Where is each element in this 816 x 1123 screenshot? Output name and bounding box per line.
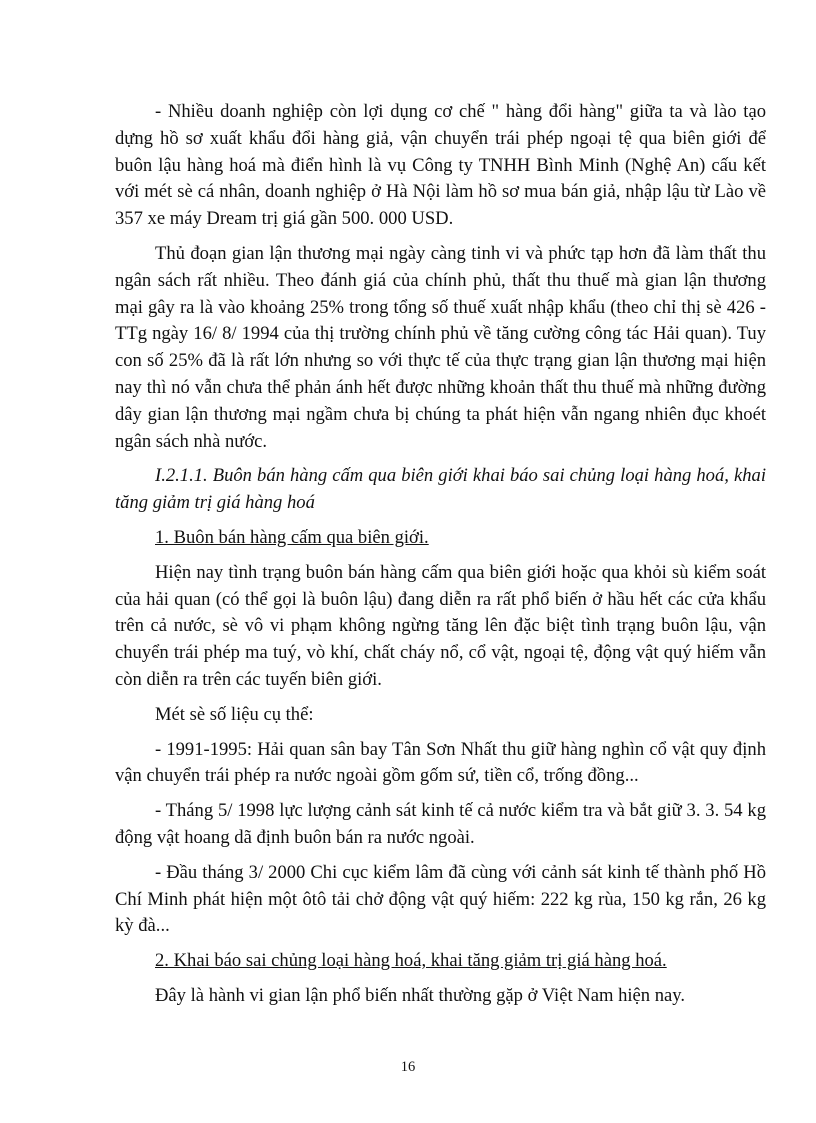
paragraph-1991-1995: - 1991-1995: Hải quan sân bay Tân Sơn Nhất thu giữ hàng nghìn cổ vật quy định vận chuyển trái phép ra nước ngoài gồm gốm sứ, tiền cổ, trống đồng... (115, 738, 766, 787)
page-number: 16 (400, 1059, 416, 1075)
subheading-smuggling-text: 1. Buôn bán hàng cấm qua biên giới. (155, 526, 429, 548)
subheading-false-declaration (115, 948, 766, 975)
subheading-false-declaration-text: 2. Khai báo sai chủng loại hàng hoá, khai tăng giảm trị giá hàng hoá. (155, 950, 667, 972)
page-body (115, 99, 766, 1018)
paragraph-trade-barter-fraud: - Nhiều doanh nghiệp còn lợi dụng cơ chế " hàng đổi hàng" giữa ta và lào tạo dựng hồ sơ xuất khẩu đổi hàng giả, vận chuyển trái phép ngoại tệ qua biên giới để buôn lậu hàng hoá mà điển hình là vụ Công ty TNHH Bình Minh (Nghệ An) cấu kết với mét sè cá nhân, doanh nghiệp ở Hà Nội làm hồ sơ mua bán giả, nhập lậu từ Lào về 357 xe máy Dream trị giá gần 500. 000 USD. (115, 101, 766, 230)
paragraph-statistics-intro: Mét sè số liệu cụ thể: (155, 703, 314, 725)
subheading-smuggling (115, 525, 766, 552)
paragraph-may-1998: - Tháng 5/ 1998 lực lượng cảnh sát kinh tế cả nước kiểm tra và bắt giữ 3. 3. 54 kg động vật hoang dã định buôn bán ra nước ngoài. (115, 800, 766, 848)
paragraph-smuggling-situation: Hiện nay tình trạng buôn bán hàng cấm qua biên giới hoặc qua khỏi sù kiểm soát của hải quan (có thể gọi là buôn lậu) đang diễn ra rất phổ biến ở hầu hết các cửa khẩu trên cả nước, sè vô vi phạm không ngừng tăng lên đặc biệt tình trạng buôn lậu, vận chuyển trái phép ma tuý, vò khí, chất cháy nổ, cổ vật, ngoại tệ, động vật quý hiếm vẫn còn diễn ra trên các tuyến biên giới. (115, 561, 766, 690)
section-heading-i-2-1-1: I.2.1.1. Buôn bán hàng cấm qua biên giới khai báo sai chủng loại hàng hoá, khai tăng giảm trị giá hàng hoá (115, 465, 766, 514)
paragraph-common-fraud: Đây là hành vi gian lận phổ biến nhất thường gặp ở Việt Nam hiện nay. (155, 984, 686, 1006)
paragraph-tax-loss: Thủ đoạn gian lận thương mại ngày càng tinh vi và phức tạp hơn đã làm thất thu ngân sách rất nhiều. Theo đánh giá của chính phủ, thất thu thuế mà gian lận thương mại gây ra là vào khoảng 25% trong tổng số thuế xuất nhập khẩu (theo chỉ thị sè 426 - TTg ngày 16/ 8/ 1994 của thị trường chính phủ về tăng cường công tác Hải quan). Tuy con số 25% đã là rất lớn nhưng so với thực tế của thực trạng gian lận thương mại hiện nay thì nó vẫn chưa thể phản ánh hết được những khoản thất thu thuế mà những đường dây gian lận thương mại ngầm chưa bị chúng ta phát hiện vẫn ngang nhiên đục khoét ngân sách nhà nước. (115, 242, 766, 452)
paragraph-march-2000: - Đầu tháng 3/ 2000 Chi cục kiểm lâm đã cùng với cảnh sát kinh tế thành phố Hồ Chí Minh phát hiện một ôtô tải chở động vật quý hiếm: 222 kg rùa, 150 kg rắn, 26 kg kỳ đà... (115, 861, 766, 937)
